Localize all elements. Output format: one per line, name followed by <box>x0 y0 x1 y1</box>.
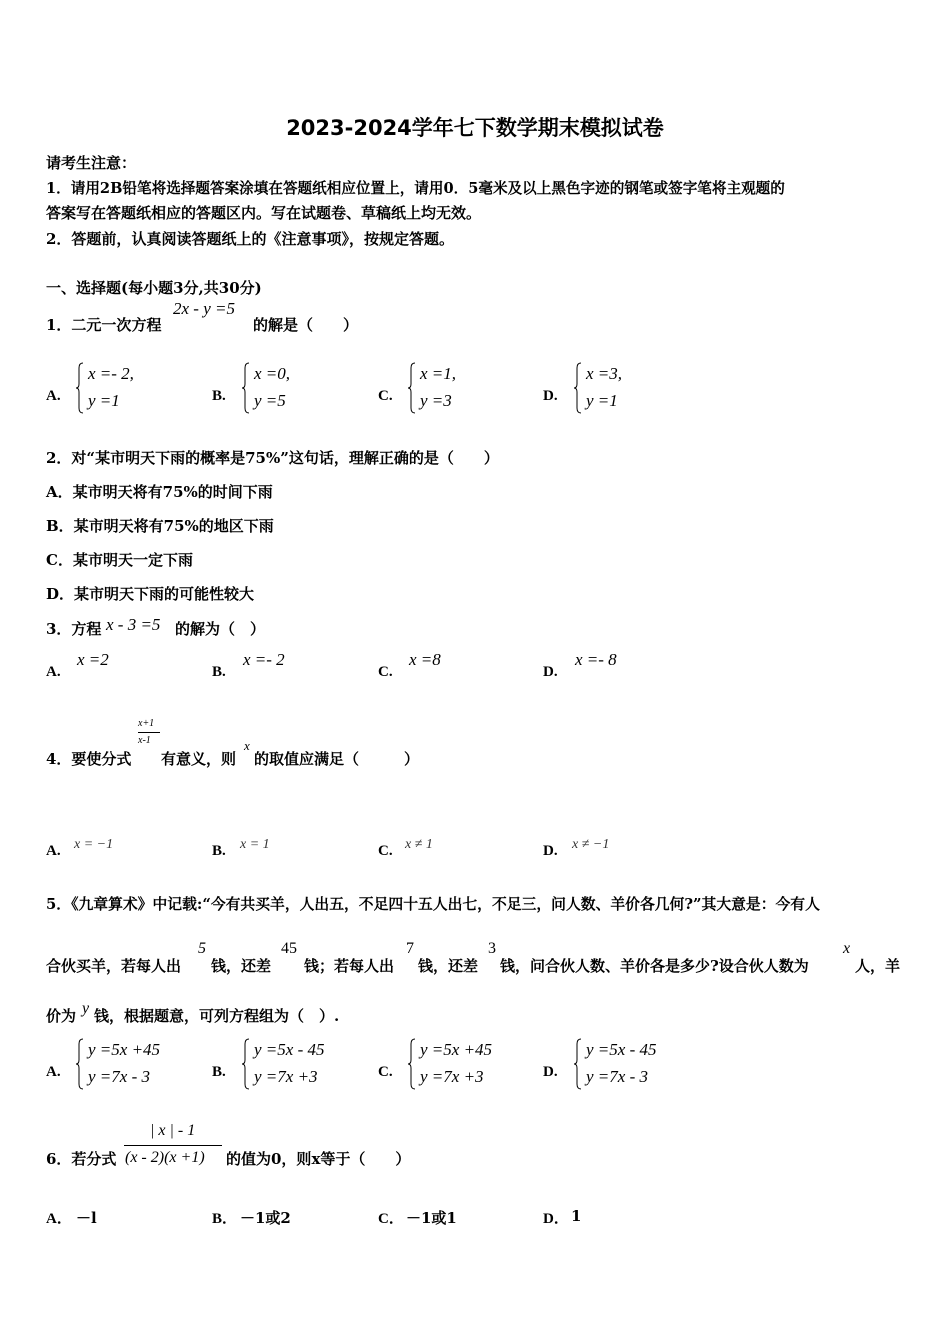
q6-option-c-label[interactable]: C． <box>378 1211 404 1227</box>
q4-denominator: x-1 <box>138 735 151 746</box>
q5-option-c-label[interactable]: C. <box>378 1064 393 1080</box>
q4-option-b: x = 1 <box>240 837 270 852</box>
q5-number-45: 45 <box>281 940 297 957</box>
q1-option-c-label[interactable]: C. <box>378 388 393 404</box>
q4-option-a-label[interactable]: A. <box>46 843 61 859</box>
q3-option-d: x =- 8 <box>575 650 617 669</box>
q4-option-a: x = −1 <box>74 837 114 852</box>
q1-prefix: 1．二元一次方程 <box>46 316 162 334</box>
q2-option-b[interactable]: B．某市明天将有75%的地区下雨 <box>46 517 274 535</box>
q3-option-d-label[interactable]: D. <box>543 664 558 680</box>
q4-option-b-label[interactable]: B. <box>212 843 226 859</box>
q4-numerator: x+1 <box>138 718 155 729</box>
q1-option-d-label[interactable]: D. <box>543 388 558 404</box>
q5-variable-y: y <box>82 1000 90 1017</box>
q5-number-7: 7 <box>406 940 414 957</box>
q4-fraction-bar <box>138 732 160 733</box>
q4-option-d: x ≠ −1 <box>572 837 610 852</box>
q6-option-c: －1或1 <box>406 1209 457 1227</box>
q5-option-a-label[interactable]: A. <box>46 1064 61 1080</box>
notice-line1b: 答案写在答题纸相应的答题区内。写在试题卷、草稿纸上均无效。 <box>46 204 482 222</box>
q4-middle: 有意义，则 <box>161 750 237 768</box>
q6-option-b: －1或2 <box>240 1209 291 1227</box>
brace-icon <box>76 362 84 414</box>
q2-option-c[interactable]: C．某市明天一定下雨 <box>46 551 193 569</box>
q6-suffix: 的值为0，则x等于（ ） <box>226 1150 411 1168</box>
q5-line2-f: 人，羊 <box>855 957 901 975</box>
notice-line1: 1．请用2B铅笔将选择题答案涂填在答题纸相应位置上，请用0．5毫米及以上黑色字迹的钢笔或签字笔将主观题的 <box>46 180 785 197</box>
q5-line2-e: 钱，问合伙人数、羊价各是多少?设合伙人数为 <box>500 957 809 975</box>
q4-option-c: x ≠ 1 <box>405 837 433 852</box>
q5-number-5: 5 <box>198 940 206 957</box>
q3-option-c: x =8 <box>409 650 441 669</box>
q5-line2-a: 合伙买羊，若每人出 <box>46 957 182 975</box>
q2-option-a[interactable]: A．某市明天将有75%的时间下雨 <box>46 483 273 501</box>
q6-option-d: 1 <box>571 1207 582 1225</box>
q2-option-d[interactable]: D．某市明天下雨的可能性较大 <box>46 585 255 603</box>
q5-line3-a: 价为 <box>46 1007 77 1025</box>
q3-option-a: x =2 <box>77 650 109 669</box>
q3-option-b: x =- 2 <box>243 650 285 669</box>
brace-icon <box>76 1038 84 1090</box>
q5-line1: 5．《九章算术》中记载:“今有共买羊，人出五，不足四十五人出七，不足三，问人数、羊价各几何?”其大意是：今有人 <box>46 896 820 913</box>
page-title: 2023-2024学年七下数学期末模拟试卷 <box>286 116 664 140</box>
q4-variable: x <box>244 738 250 753</box>
q5-option-d-label[interactable]: D. <box>543 1064 558 1080</box>
q4-suffix: 的取值应满足（ ） <box>254 750 420 768</box>
q3-suffix: 的解为（ ） <box>175 620 266 638</box>
q4-option-d-label[interactable]: D. <box>543 843 558 859</box>
notice-heading: 请考生注意： <box>46 154 137 172</box>
q5-line2-c: 钱；若每人出 <box>304 957 395 975</box>
q5-line2-b: 钱，还差 <box>211 957 272 975</box>
q6-option-a-label[interactable]: A． <box>46 1211 72 1227</box>
q1-suffix: 的解是（ ） <box>253 316 359 334</box>
brace-icon <box>408 1038 416 1090</box>
q6-fraction-bar <box>124 1145 222 1146</box>
q6-numerator: | x | - 1 <box>150 1122 196 1139</box>
q6-option-b-label[interactable]: B． <box>212 1211 238 1227</box>
q5-number-3: 3 <box>488 940 496 957</box>
q4-prefix: 4．要使分式 <box>46 750 132 768</box>
q2-stem: 2．对“某市明天下雨的概率是75%”这句话，理解正确的是（ ） <box>46 449 499 467</box>
brace-icon <box>574 362 582 414</box>
q6-denominator: (x - 2)(x +1) <box>125 1149 205 1166</box>
q3-option-a-label[interactable]: A. <box>46 664 61 680</box>
q5-option-b-label[interactable]: B. <box>212 1064 226 1080</box>
q6-option-d-label[interactable]: D． <box>543 1211 569 1227</box>
notice-line2: 2．答题前，认真阅读答题纸上的《注意事项》，按规定答题。 <box>46 230 454 248</box>
q5-line3-b: 钱，根据题意，可列方程组为（ ）. <box>94 1007 340 1025</box>
q3-equation: x - 3 =5 <box>106 615 161 634</box>
brace-icon <box>242 362 250 414</box>
q6-prefix: 6．若分式 <box>46 1150 117 1168</box>
q4-option-c-label[interactable]: C. <box>378 843 393 859</box>
q1-option-a-label[interactable]: A. <box>46 388 61 404</box>
q3-option-c-label[interactable]: C. <box>378 664 393 680</box>
q5-line2-d: 钱，还差 <box>418 957 479 975</box>
q1-equation: 2x - y =5 <box>173 299 235 318</box>
q1-option-b-label[interactable]: B. <box>212 388 226 404</box>
q3-option-b-label[interactable]: B. <box>212 664 226 680</box>
q6-option-a: －l <box>76 1209 97 1227</box>
q5-variable-x: x <box>843 940 851 957</box>
brace-icon <box>574 1038 582 1090</box>
brace-icon <box>408 362 416 414</box>
q3-prefix: 3．方程 <box>46 620 102 638</box>
section-heading: 一、选择题(每小题3分,共30分) <box>46 279 262 297</box>
brace-icon <box>242 1038 250 1090</box>
